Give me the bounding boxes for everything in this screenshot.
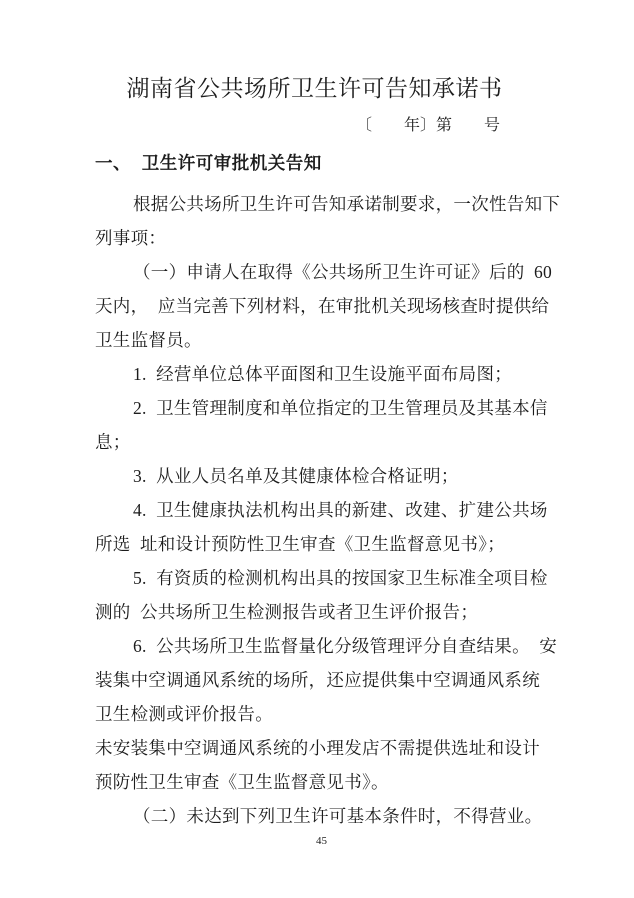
list-item-line: 测的 公共场所卫生检测报告或者卫生评价报告； xyxy=(95,602,479,622)
paragraph-line: 根据公共场所卫生许可告知承诺制要求，一次性告知下 xyxy=(133,194,561,214)
list-item-line: 4. 卫生健康执法机构出具的新建、改建、扩建公共场 xyxy=(133,500,548,520)
paragraph-line: （一）申请人在取得《公共场所卫生许可证》后的 60 xyxy=(133,262,553,282)
paragraph-line: 列事项： xyxy=(95,228,167,248)
list-item-line: 1. 经营单位总体平面图和卫生设施平面布局图； xyxy=(133,364,513,384)
list-item-line: 2. 卫生管理制度和单位指定的卫生管理员及其基本信 xyxy=(133,398,548,418)
paragraph-line: 天内， 应当完善下列材料，在审批机关现场核查时提供给 xyxy=(95,296,550,316)
page-number: 45 xyxy=(316,835,327,847)
paragraph-line: （二）未达到下列卫生许可基本条件时，不得营业。 xyxy=(133,806,543,826)
page-title: 湖南省公共场所卫生许可告知承诺书 xyxy=(126,76,503,101)
document-body xyxy=(95,187,561,833)
list-item-line: 息； xyxy=(95,432,131,452)
list-item-line: 5. 有资质的检测机构出具的按国家卫生标准全项目检 xyxy=(133,568,548,588)
paragraph-line: 预防性卫生审查《卫生监督意见书》。 xyxy=(95,772,389,792)
list-item-line: 卫生检测或评价报告。 xyxy=(95,704,273,724)
doc-number: 〔 年〕第 号 xyxy=(356,117,501,134)
section-heading: 一、 卫生许可审批机关告知 xyxy=(95,153,322,173)
list-item-line: 3. 从业人员名单及其健康体检合格证明； xyxy=(133,466,459,486)
paragraph-line: 卫生监督员。 xyxy=(95,330,202,350)
list-item-line: 装集中空调通风系统的场所，还应提供集中空调通风系统 xyxy=(95,670,540,690)
list-item-line: 6. 公共场所卫生监督量化分级管理评分自查结果。 安 xyxy=(133,636,558,656)
paragraph-line: 未安装集中空调通风系统的小理发店不需提供选址和设计 xyxy=(95,738,540,758)
list-item-line: 所选 址和设计预防性卫生审查《卫生监督意见书》； xyxy=(95,534,505,554)
